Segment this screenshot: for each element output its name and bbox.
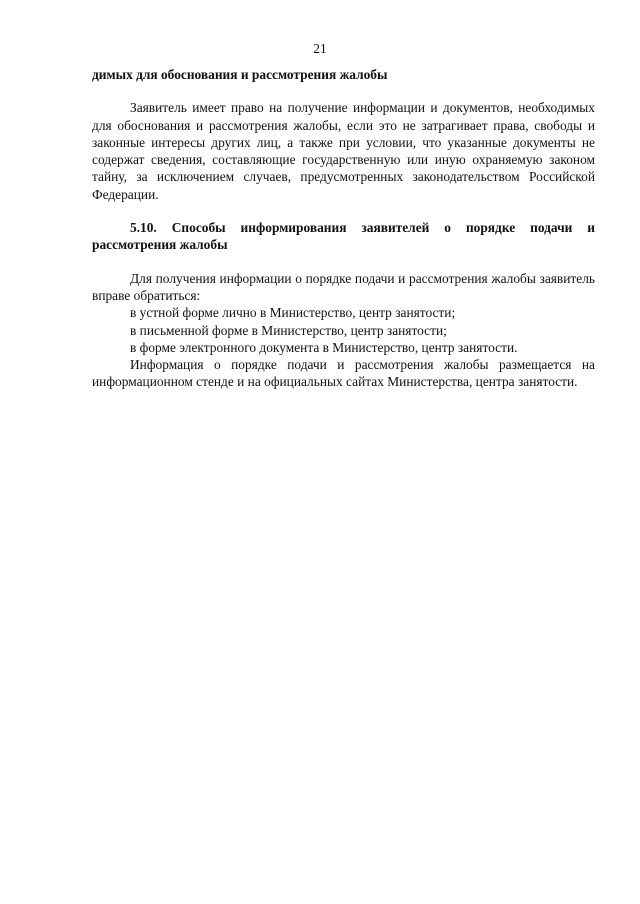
list-item-oral: в устной форме лично в Министерство, центр занятости; [130, 305, 456, 321]
section-closing: Информация о порядке подачи и рассмотрения жалобы размещается на информационном стенде и на официальных сайтах Министерства, центра занятости. [92, 357, 595, 390]
page-number: 21 [313, 41, 327, 56]
list-item-written: в письменной форме в Министерство, центр занятости; [130, 322, 447, 338]
section-heading: 5.10. Способы информирования заявителей о порядке подачи и рассмотрения жалобы [92, 220, 595, 253]
paragraph-rights: Заявитель имеет право на получение информации и документов, необходимых для обоснования и рассмотрения жалобы, если это не затрагивает права, свободы и законные интересы других лиц, а также при условии, что указанные документы не содержат сведения, составляющие государственную или иную охраняемую законом тайну, за исключением случаев, предусмотренных законодательством Российской Федерации. [92, 100, 595, 202]
section-intro: Для получения информации о порядке подачи и рассмотрения жалобы заявитель вправе обратиться: [92, 270, 595, 303]
document-body [92, 66, 595, 391]
list-item-electronic: в форме электронного документа в Министерство, центр занятости. [130, 339, 518, 355]
heading-continuation: димых для обоснования и рассмотрения жалобы [92, 67, 388, 82]
